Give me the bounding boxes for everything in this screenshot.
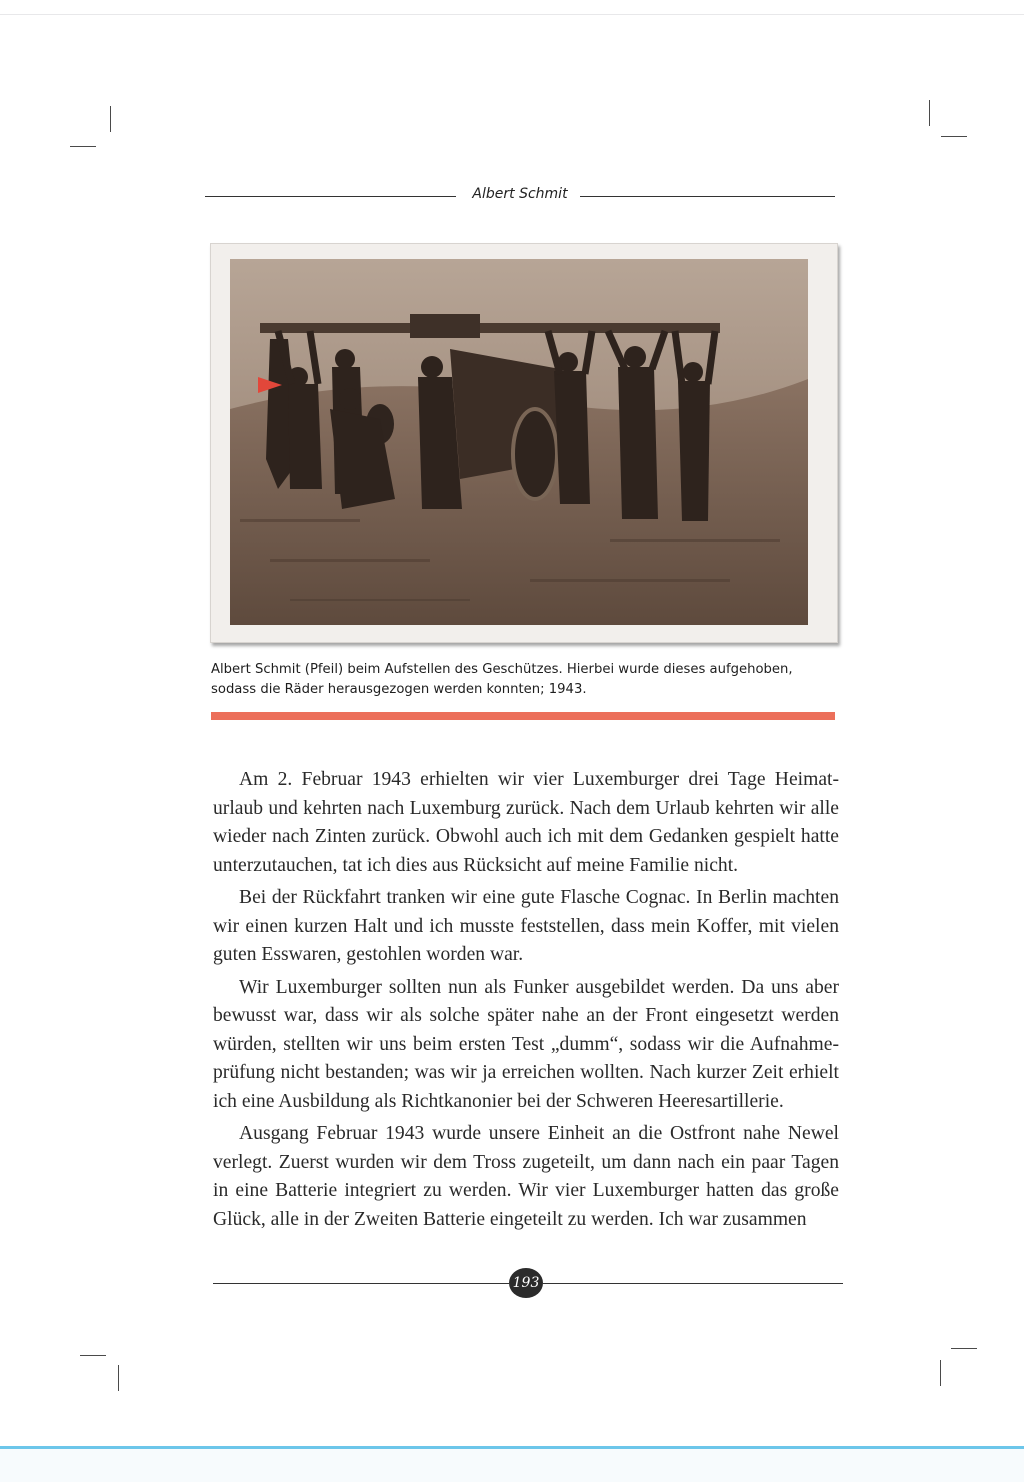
photo-gun-wheel [513, 409, 557, 499]
paragraph: Am 2. Februar 1943 erhielten wir vier Luxemburger drei Tage Heimaturlaub und kehrten nach Luxemburg zurück. Nach dem Urlaub kehrten wir alle wieder nach Zinten zurück. Obwohl auch ich mit dem Gedanken gespielt hatte unterzutauchen, tat ich dies aus Rücksicht auf meine Familie nicht. [213, 769, 839, 876]
historical-photo [230, 259, 808, 625]
running-head-rule-right [580, 196, 835, 197]
crop-mark-bottom-left-v [118, 1365, 119, 1391]
crop-mark-top-right-h [941, 136, 967, 137]
running-head-title: Albert Schmit [472, 186, 568, 202]
paragraph: Wir Luxemburger sollten nun als Funker ausgebildet werden. Da uns aber bewusst war, dass wir als solche später nahe an der Front eingesetzt werden würden, stellten wir uns beim ersten Test „dumm“, sodass wir die Aufnahmeprüfung nicht bestanden; was wir ja erreichen wollten. Nach kurzer Zeit erhielt ich eine Ausbildung als Richtkanonier bei der Schweren Heeresartillerie. [213, 976, 839, 1112]
crop-mark-bottom-left-h [80, 1355, 106, 1356]
figure-caption: Albert Schmit (Pfeil) beim Aufstellen des Geschützes. Hierbei wurde dieses aufgehoben, sodass die Räder herausgezogen werden konnten; 1943. [211, 662, 793, 697]
footer-rule-left [213, 1283, 509, 1284]
crop-mark-top-left-h [70, 146, 96, 147]
scan-edge-top [0, 14, 1024, 15]
photo-gun-beam [260, 323, 720, 333]
crop-mark-top-right-v [929, 100, 930, 126]
page-number: 193 [509, 1268, 543, 1298]
scan-margin-bottom [0, 1449, 1024, 1482]
paragraph: Ausgang Februar 1943 wurde unsere Einheit an die Ostfront nahe Newel verlegt. Zuerst wurden wir dem Tross zugeteilt, um dann nach ein paar Tagen in eine Batterie integriert zu werden. Wir vier Luxemburger hatten das große Glück, alle in der Zweiten Batterie eingeteilt zu werden. Ich war zusammen [213, 1123, 839, 1230]
page-footer [213, 1268, 843, 1300]
caption-accent-bar [211, 712, 835, 720]
paragraph: Bei der Rückfahrt tranken wir eine gute Flasche Cognac. In Berlin machten wir einen kurzen Halt und ich musste feststellen, dass mein Koffer, mit vielen guten Esswaren, gestohlen worden war. [213, 887, 839, 965]
crop-mark-top-left-v [110, 106, 111, 132]
crop-mark-bottom-right-h [951, 1348, 977, 1349]
photo-gun-breech [410, 314, 480, 338]
crop-mark-bottom-right-v [940, 1360, 941, 1386]
running-head [205, 186, 835, 206]
photo-frame [210, 243, 838, 643]
body-text [213, 766, 839, 1238]
footer-rule-right [543, 1283, 843, 1284]
